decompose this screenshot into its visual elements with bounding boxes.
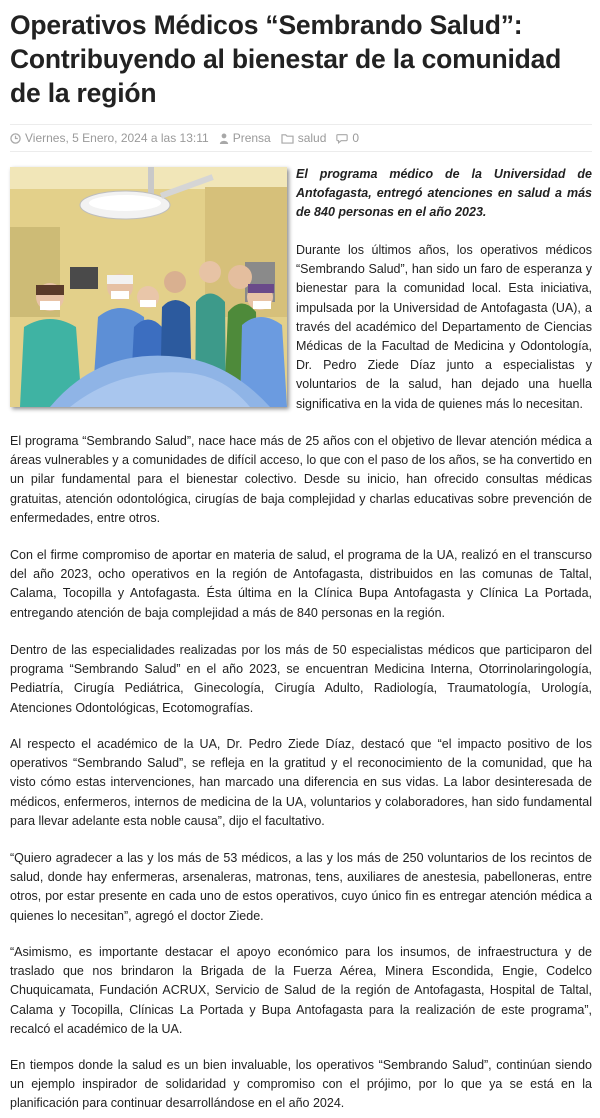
meta-comments[interactable] bbox=[336, 131, 359, 145]
article-paragraph-3: Con el firme compromiso de aportar en materia de salud, el programa de la UA, realizó en el transcurso del año 2023, ocho operativos en la región de Antofagasta, distribuidos en las comunas de Taltal, Calama, Tocopilla y Antofagasta. Ésta última en la Clínica Bupa Antofagasta y Clínica La Portada, entregando atención de baja complejidad a más de 840 personas en la región. bbox=[10, 548, 592, 620]
article-paragraph-6: “Quiero agradecer a las y los más de 53 médicos, a las y los más de 250 voluntarios de los recintos de salud, donde hay enfermeras, arsenaleras, matronas, tens, auxiliares de anestesia, pabelloneras, entre otros, por estar presente en cada uno de estos operativos, cuyo único fin es entregar atención médica a quienes lo necesitan”, agregó el doctor Ziede. bbox=[10, 851, 592, 923]
lead-text: El programa médico de la Universidad de Antofagasta, entregó atenciones en salud a más de 840 personas en el año 2023. bbox=[296, 167, 592, 220]
meta-date-text: Viernes, 5 Enero, 2024 a las 13:11 bbox=[25, 131, 209, 145]
meta-category[interactable] bbox=[281, 131, 327, 145]
article-photo bbox=[10, 167, 287, 407]
article-paragraph-5: Al respecto el académico de la UA, Dr. Pedro Ziede Díaz, destacó que “el impacto positivo de los operativos “Sembrando Salud”, se refleja en la gratitud y el reconocimiento de la comunidad, que ha visto cómo estas intervenciones, han marcado una diferencia en sus vidas. La labor desinteresada de médicos, enfermeros, internos de medicina de la UA, voluntarios y colaboradores, han sido fundamental para llevar adelante esta noble causa”, dijo el facultativo. bbox=[10, 737, 592, 828]
article-paragraph-4: Dentro de las especialidades realizadas por los más de 50 especialistas médicos que participaron del programa “Sembrando Salud” en el año 2023, se encuentran Medicina Interna, Otorrinolaringología, Pediatría, Cirugía Pediátrica, Ginecología, Cirugía Adulto, Radiología, Traumatología, Urología, Atenciones Odontológicas, Ecotomografías. bbox=[10, 643, 592, 715]
meta-category-link[interactable]: salud bbox=[297, 131, 327, 145]
article-paragraph-8: En tiempos donde la salud es un bien invaluable, los operativos “Sembrando Salud”, continúan siendo un ejemplo inspirador de solidaridad y compromiso con el prójimo, por lo que ya se está en la planificación para continuar desarrollándose en el año 2024. bbox=[10, 1058, 592, 1111]
article-meta bbox=[10, 124, 592, 152]
meta-author[interactable] bbox=[219, 131, 271, 145]
article-paragraph-7: “Asimismo, es importante destacar el apoyo económico para los insumos, de infraestructura y de traslado que nos brindaron la Brigada de la Fuerza Aérea, Minera Escondida, Engie, Codelco Chuquicamata, Fundación ACRUX, Servicio de Salud de la región de Antofagasta, Hospital de Taltal, Calama y Tocopilla, Clínicas La Portada y Bupa Antofagasta para la realización de este programa”, recalcó el académico de la UA. bbox=[10, 945, 592, 1036]
comment-icon bbox=[336, 133, 348, 144]
article-lead bbox=[296, 165, 592, 223]
article-paragraph-2: El programa “Sembrando Salud”, nace hace más de 25 años con el objetivo de llevar atención médica a áreas vulnerables y a comunidades de difícil acceso, lo que con el paso de los años, se ha convertido en un pilar fundamental para el bienestar colectivo. Desde su inicio, han ofrecido consultas médicas gratuitas, atención odontológica, cirugías de baja complejidad y charlas educativas sobre prevención de enfermedades, entre otros. bbox=[10, 434, 592, 525]
folder-icon bbox=[281, 133, 294, 144]
article-title: Operativos Médicos “Sembrando Salud”: Contribuyendo al bienestar de la comunidad de la región bbox=[10, 10, 562, 108]
meta-comments-count[interactable]: 0 bbox=[352, 131, 360, 145]
medical-team-image bbox=[10, 167, 287, 407]
user-icon bbox=[219, 133, 229, 144]
meta-date bbox=[10, 131, 209, 145]
clock-icon bbox=[10, 133, 21, 144]
meta-author-link[interactable]: Prensa bbox=[232, 131, 271, 145]
article-paragraph-1: Durante los últimos años, los operativos médicos “Sembrando Salud”, han sido un faro de esperanza y bienestar para la comunidad local. Esta iniciativa, impulsada por la Universidad de Antofagasta (UA), a través del académico del Departamento de Ciencias Médicas de la Facultad de Medicina y Odontología, Dr. Pedro Ziede Díaz junto a especialistas y voluntarios de la salud, han dejado una huella significativa en la vida de quienes más lo necesitan. bbox=[296, 243, 592, 411]
